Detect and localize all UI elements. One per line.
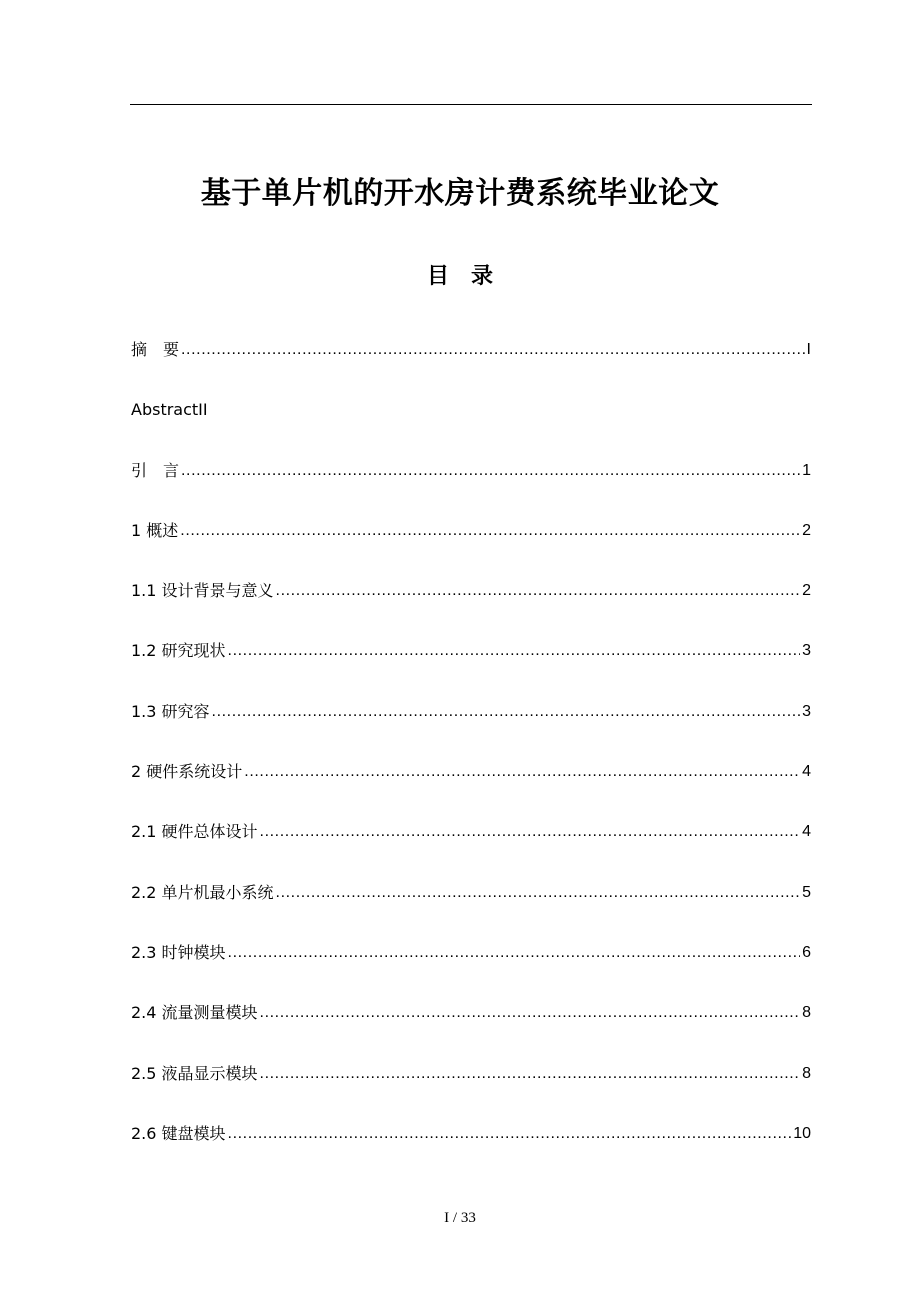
toc-entry-label: AbstractII [131,400,208,420]
toc-entry-label: 1.3 研究容 [131,701,210,721]
toc-dot-leader [181,336,805,364]
toc-entry-label: 2.6 键盘模块 [131,1123,226,1143]
toc-entry[interactable] [131,1060,811,1120]
toc-entry-page: 8 [802,1064,811,1082]
toc-dot-leader [228,939,801,967]
toc-entry-page: 5 [802,883,811,901]
toc-entry-page: 3 [802,702,811,720]
toc-entry-label: 2 硬件系统设计 [131,762,243,782]
toc-entry[interactable] [131,698,811,758]
toc-entry-label: 摘 要 [131,340,180,359]
toc-dot-leader [276,879,801,907]
toc-entry-label: 1 概述 [131,520,179,540]
toc-dot-leader [260,999,801,1027]
toc-entry-label: 2.2 单片机最小系统 [131,882,274,902]
toc-entry-label: 1.2 研究现状 [131,641,226,661]
toc-entry-page: 2 [802,521,811,539]
document-title: 基于单片机的开水房计费系统毕业论文 [200,176,720,211]
toc-entry-label: 2.5 液晶显示模块 [131,1063,258,1083]
toc-entry-page: 3 [802,642,811,660]
toc-dot-leader [228,637,801,665]
toc-entry-page: 1 [802,461,811,479]
toc-dot-leader [260,1060,801,1088]
toc-entry[interactable] [131,336,811,396]
table-of-contents [131,336,811,1180]
toc-dot-leader [228,1120,792,1148]
toc-dot-leader [276,577,801,605]
header-rule [130,104,812,105]
toc-entry[interactable] [131,396,811,456]
toc-dot-leader [212,698,801,726]
toc-dot-leader [180,517,800,545]
toc-entry[interactable] [131,999,811,1059]
toc-entry[interactable] [131,1120,811,1180]
toc-entry[interactable] [131,637,811,697]
page-footer: I / 33 [444,1210,476,1226]
toc-entry[interactable] [131,939,811,999]
toc-entry-page: 10 [793,1124,811,1142]
toc-entry-page: 2 [802,582,811,600]
toc-entry[interactable] [131,457,811,517]
toc-entry[interactable] [131,577,811,637]
toc-entry-label: 2.4 流量测量模块 [131,1003,258,1023]
toc-entry-label: 2.1 硬件总体设计 [131,822,258,842]
toc-entry-label: 引 言 [131,460,180,480]
toc-entry[interactable] [131,758,811,818]
toc-entry-page: 6 [802,943,811,961]
toc-dot-leader [244,758,800,786]
toc-entry-page: 4 [802,763,811,781]
toc-entry-page: 4 [802,823,811,841]
toc-dot-leader [260,818,801,846]
toc-entry[interactable] [131,879,811,939]
toc-entry[interactable] [131,818,811,878]
toc-entry-page: 8 [802,1004,811,1022]
toc-entry-label: 2.3 时钟模块 [131,942,226,962]
toc-heading: 目 录 [426,264,493,289]
toc-entry[interactable] [131,517,811,577]
toc-entry-label: 1.1 设计背景与意义 [131,581,274,601]
toc-dot-leader [181,457,800,485]
toc-entry-page: I [806,341,811,358]
